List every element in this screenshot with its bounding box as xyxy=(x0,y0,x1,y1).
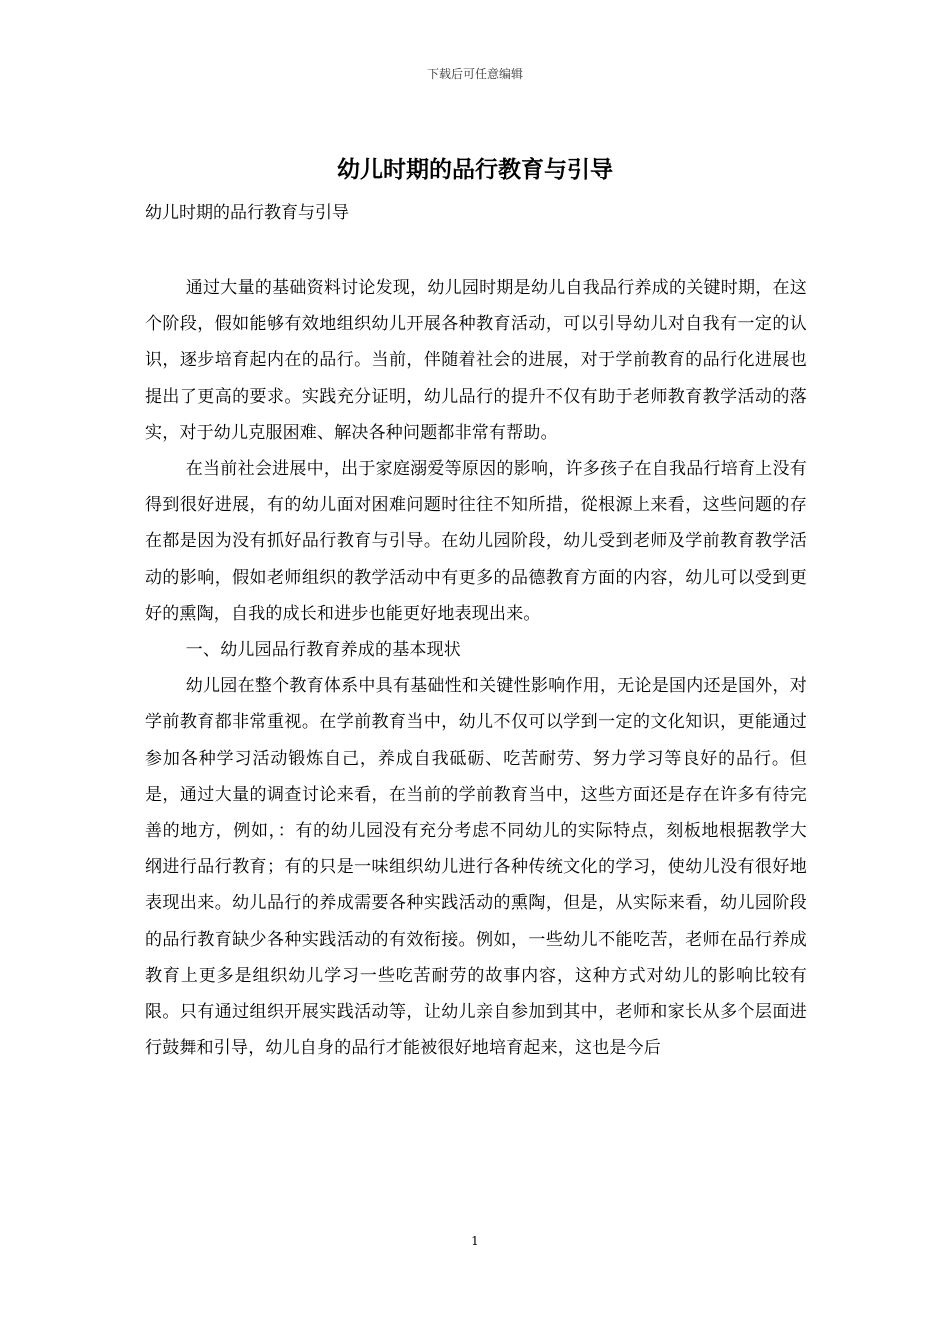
document-subtitle: 幼儿时期的品行教育与引导 xyxy=(145,203,349,223)
document-body xyxy=(145,270,807,1066)
body-paragraph-2: 在当前社会进展中，出于家庭溺爱等原因的影响，许多孩子在自我品行培育上没有得到很好进展，有的幼儿面对困难问题时往往不知所措，從根源上来看，这些问题的存在都是因为没有抓好品行教育与引导。在幼儿园阶段，幼儿受到老师及学前教育教学活动的影响，假如老师组织的教学活动中有更多的品德教育方面的内容，幼儿可以受到更好的熏陶，自我的成长和进步也能更好地表现出来。 xyxy=(145,459,807,624)
page-number: 1 xyxy=(471,1234,479,1248)
document-title: 幼儿时期的品行教育与引导 xyxy=(337,157,613,183)
header-note: 下载后可任意编辑 xyxy=(426,67,523,81)
section-heading-1: 一、幼儿园品行教育养成的基本现状 xyxy=(185,640,461,661)
body-paragraph-1: 通过大量的基础资料讨论发现，幼儿园时期是幼儿自我品行养成的关键时期，在这个阶段，假如能够有效地组织幼儿开展各种教育活动，可以引导幼儿对自我有一定的认识，逐步培育起内在的品行。当前，伴随着社会的进展，对于学前教育的品行化进展也提出了更高的要求。实践充分证明，幼儿品行的提升不仅有助于老师教育教学活动的落实，对于幼儿克服困难、解决各种问题都非常有帮助。 xyxy=(145,278,807,443)
body-paragraph-3: 幼儿园在整个教育体系中具有基础性和关键性影响作用，无论是国内还是国外，对学前教育都非常重视。在学前教育当中，幼儿不仅可以学到一定的文化知识，更能通过参加各种学习活动锻炼自己，养成自我砥砺、吃苦耐劳、努力学习等良好的品行。但是，通过大量的调查讨论来看，在当前的学前教育当中，这些方面还是存在许多有待完善的地方，例如，：有的幼儿园没有充分考虑不同幼儿的实际特点，刻板地根据教学大纲进行品行教育；有的只是一味组织幼儿进行各种传统文化的学习，使幼儿没有很好地表现出来。幼儿品行的养成需要各种实践活动的熏陶，但是，从实际来看，幼儿园阶段的品行教育缺少各种实践活动的有效衔接。例如，一些幼儿不能吃苦，老师在品行养成教育上更多是组织幼儿学习一些吃苦耐劳的故事内容，这种方式对幼儿的影响比较有限。只有通过组织开展实践活动等，让幼儿亲自参加到其中，老师和家长从多个层面进行鼓舞和引导，幼儿自身的品行才能被很好地培育起来，这也是今后 xyxy=(145,676,807,1059)
